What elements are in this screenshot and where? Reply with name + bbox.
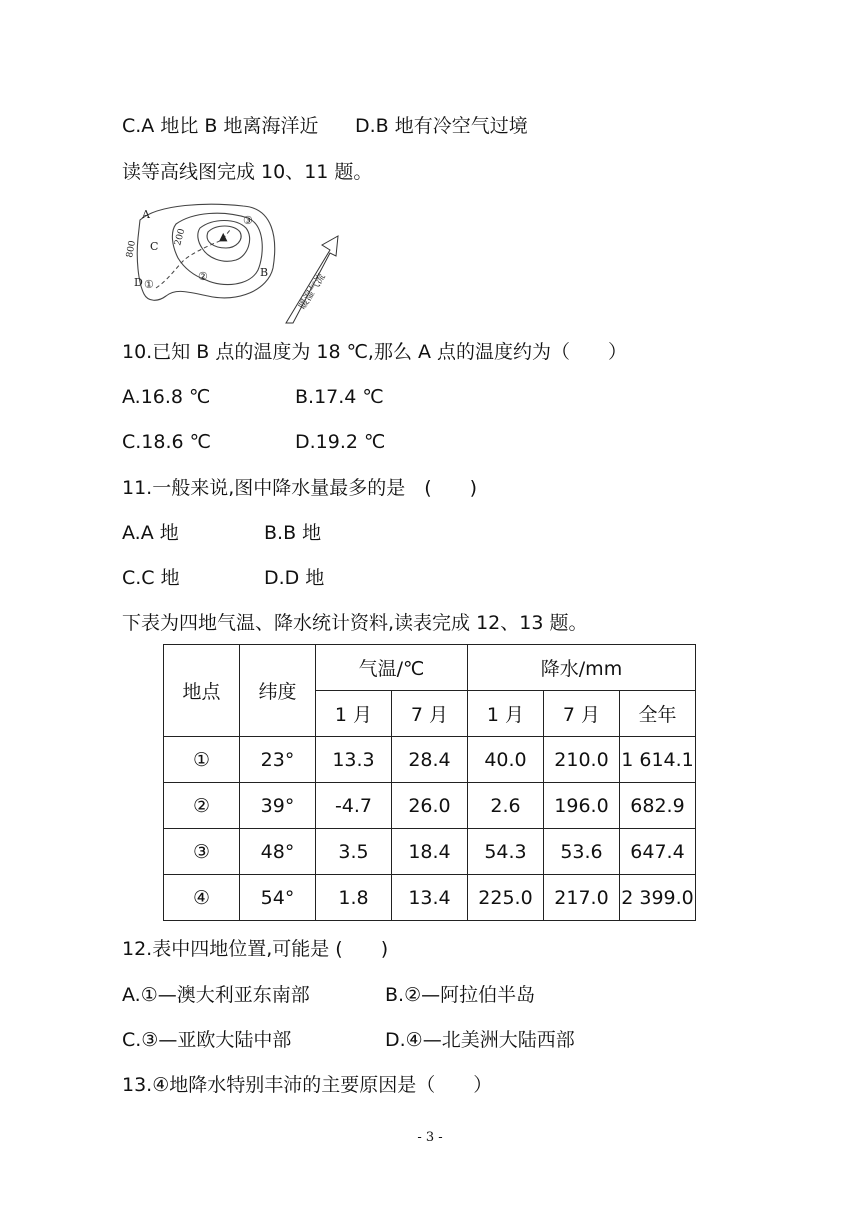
- cell-temp-jan: 1.8: [316, 875, 392, 921]
- q10-stem: 10.已知 B 点的温度为 18 ℃,那么 A 点的温度约为（ ）: [122, 341, 628, 363]
- climate-table: [163, 644, 696, 921]
- q11-option-d: D.D 地: [264, 567, 325, 589]
- label-A: A: [142, 208, 150, 221]
- table-header-row: [164, 645, 696, 691]
- q12-stem: 12.表中四地位置,可能是 ( ): [122, 938, 389, 960]
- cell-place: ①: [164, 737, 240, 783]
- header-prec-jul: 7 月: [544, 691, 620, 737]
- header-place: 地点: [164, 645, 240, 737]
- label-C: C: [150, 240, 159, 253]
- cell-prec-jul: 196.0: [544, 783, 620, 829]
- cell-prec-jul: 53.6: [544, 829, 620, 875]
- cell-prec-jul: 210.0: [544, 737, 620, 783]
- cell-latitude: 39°: [240, 783, 316, 829]
- cell-prec-jan: 225.0: [468, 875, 544, 921]
- intro-10-11: 读等高线图完成 10、11 题。: [122, 161, 373, 183]
- cell-place: ②: [164, 783, 240, 829]
- cell-prec-year: 2 399.0: [620, 875, 696, 921]
- table-row: [164, 875, 696, 921]
- q12-option-b: B.②—阿拉伯半岛: [385, 984, 536, 1006]
- q12-option-c: C.③—亚欧大陆中部: [122, 1029, 292, 1051]
- q11-stem: 11.一般来说,图中降水量最多的是 ( ): [122, 477, 478, 499]
- contour-map: [118, 198, 348, 328]
- header-precipitation: 降水/mm: [468, 645, 696, 691]
- cell-prec-jan: 54.3: [468, 829, 544, 875]
- q11-option-a: A.A 地: [122, 522, 179, 544]
- label-n2: ②: [198, 270, 208, 283]
- q9-option-d: D.B 地有冷空气过境: [355, 115, 528, 137]
- table-row: [164, 737, 696, 783]
- cell-prec-year: 1 614.1: [620, 737, 696, 783]
- cell-latitude: 54°: [240, 875, 316, 921]
- q11-option-c: C.C 地: [122, 567, 180, 589]
- table-row: [164, 829, 696, 875]
- header-prec-jan: 1 月: [468, 691, 544, 737]
- q12-option-d: D.④—北美洲大陆西部: [385, 1029, 575, 1051]
- airflow-label: 暖湿气流: [297, 271, 328, 312]
- q13-stem: 13.④地降水特别丰沛的主要原因是（ ）: [122, 1074, 493, 1096]
- header-temp-jul: 7 月: [392, 691, 468, 737]
- label-200: 200: [173, 227, 188, 247]
- cell-prec-jan: 2.6: [468, 783, 544, 829]
- header-prec-year: 全年: [620, 691, 696, 737]
- q9-option-c: C.A 地比 B 地离海洋近: [122, 115, 319, 137]
- cell-temp-jan: -4.7: [316, 783, 392, 829]
- label-n3: ③: [243, 214, 253, 227]
- table-row: [164, 783, 696, 829]
- cell-latitude: 23°: [240, 737, 316, 783]
- peak-icon: ▲: [219, 230, 228, 243]
- cell-place: ③: [164, 829, 240, 875]
- header-temperature: 气温/℃: [316, 645, 468, 691]
- header-temp-jan: 1 月: [316, 691, 392, 737]
- cell-temp-jul: 28.4: [392, 737, 468, 783]
- q11-option-b: B.B 地: [264, 522, 322, 544]
- label-B: B: [260, 266, 269, 279]
- q10-option-b: B.17.4 ℃: [295, 386, 384, 408]
- cell-temp-jan: 13.3: [316, 737, 392, 783]
- label-n1: ①: [144, 278, 154, 291]
- airflow-arrow-icon: [286, 236, 338, 323]
- cell-place: ④: [164, 875, 240, 921]
- cell-latitude: 48°: [240, 829, 316, 875]
- cell-temp-jul: 13.4: [392, 875, 468, 921]
- q12-option-a: A.①—澳大利亚东南部: [122, 984, 310, 1006]
- cell-temp-jul: 18.4: [392, 829, 468, 875]
- cell-prec-jan: 40.0: [468, 737, 544, 783]
- intro-12-13: 下表为四地气温、降水统计资料,读表完成 12、13 题。: [122, 612, 588, 634]
- cell-prec-jul: 217.0: [544, 875, 620, 921]
- q10-option-d: D.19.2 ℃: [295, 431, 386, 453]
- header-latitude: 纬度: [240, 645, 316, 737]
- cell-temp-jan: 3.5: [316, 829, 392, 875]
- cell-temp-jul: 26.0: [392, 783, 468, 829]
- label-800: 800: [125, 239, 138, 259]
- page-number: - 3 -: [417, 1130, 443, 1145]
- q10-option-c: C.18.6 ℃: [122, 431, 211, 453]
- label-D: D: [134, 276, 143, 289]
- cell-prec-year: 647.4: [620, 829, 696, 875]
- cell-prec-year: 682.9: [620, 783, 696, 829]
- q10-option-a: A.16.8 ℃: [122, 386, 211, 408]
